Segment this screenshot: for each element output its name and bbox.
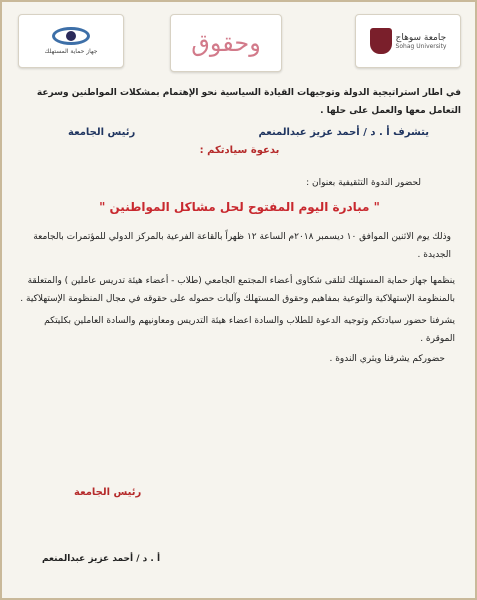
signature-title: رئيس الجامعة <box>74 487 142 498</box>
intro-paragraph: في اطار استراتيجية الدولة وتوجيهات القيادة السياسية نحو الإهتمام بمشكلات المواطنين وسرعة التعامل معها والعمل على حلها . <box>36 88 461 116</box>
eye-logo <box>45 27 98 55</box>
date-place-paragraph: وذلك يوم الاثنين الموافق ١٠ ديسمبر ٢٠١٨م الساعة ١٢ ظهراً بالقاعة الفرعية بالمركز الدولي للمؤتمرات بالجامعة الجديدة . <box>33 232 451 260</box>
honor-president-name: يتشرف أ . د / أحمد عزيز عبدالمنعم <box>258 127 429 138</box>
sohag-university-logo <box>355 14 461 68</box>
honor-line <box>18 124 461 142</box>
initiative-title: " مبادرة اليوم المفتوح لحل مشاكل المواطنين " <box>99 200 380 214</box>
eye-icon <box>52 27 90 45</box>
university-name-english: Sohag University <box>395 42 447 50</box>
consumer-protection-logo <box>18 14 124 68</box>
invitation-line: بدعوة سيادتكم : <box>199 145 280 156</box>
rights-logo <box>170 14 282 72</box>
letter-body <box>18 84 461 368</box>
signature-name: أ . د / أحمد عزيز عبدالمنعم <box>42 554 161 564</box>
rights-logo-text: وحقوق <box>191 29 261 57</box>
university-name-arabic: جامعة سوهاج <box>395 32 447 43</box>
closing-line: حضوركم يشرفنا ويثري الندوة . <box>329 354 445 364</box>
university-crest-icon <box>370 28 392 54</box>
honor-president-title: رئيس الجامعة <box>68 127 136 138</box>
consumer-protection-caption: جهاز حماية المستهلك <box>44 48 98 55</box>
request-paragraph: يشرفنا حضور سيادتكم وتوجيه الدعوة للطلاب والسادة اعضاء هيئة التدريس ومعاونيهم والسادة العاملين بكليتكم الموقرة . <box>44 316 455 344</box>
organizer-paragraph: ينظمها جهاز حماية المستهلك لتلقى شكاوى أعضاء المجتمع الجامعي (طلاب - أعضاء هيئة تدريس عاملين ) والمتعلقة بالمنظومة الإستهلاكية والتوعية بمفاهيم وحقوق المستهلك وآليات حصوله على حقوقه في مجال المنظومة الإستهلاكية . <box>20 276 455 304</box>
attend-line: لحضور الندوة التثقيفية بعنوان : <box>306 178 421 188</box>
